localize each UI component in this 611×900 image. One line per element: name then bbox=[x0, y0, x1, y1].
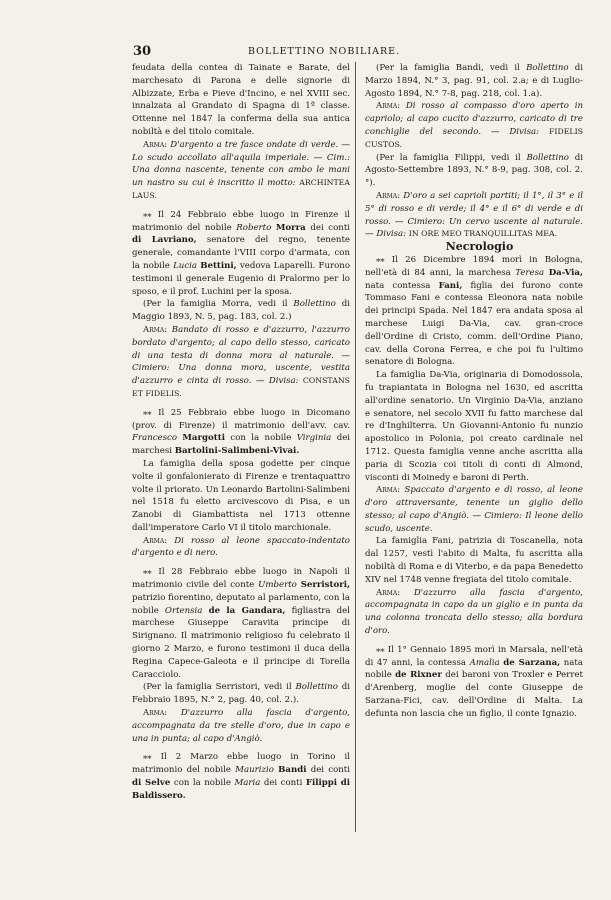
filippi-reference: (Per la famiglia Filippi, vedi il Bollettino di Agosto-Settembre 1893, N.° 8-9, pag. 308, col. 2.°). bbox=[365, 152, 583, 189]
da-via-arms: Arma: Spaccato d'argento e di rosso, al leone d'oro attraversante, tenente un giglio dello stesso; al capo d'Angiò. — Cimiero: Il leone dello scudo, uscente. bbox=[365, 485, 584, 534]
da-via-family-paragraph: La famiglia Da-Via, originaria di Domodossola, fu trapiantata in Bologna nel 1630, ed ascritta all'ordine senatorio. Un Virginio Da-Via, anziano e senatore, nel secolo XVII fu fatto marchese dal re d'Inghilterra. Un Giovanni-Antonio fu nunzio apostolico in Polonia, poi creato cardinale nel 1712. Questa famiglia venne anche ascritta alla paria di Scozia coi titoli di conti di Almond, visconti di Moinedy e baroni di Perth. bbox=[365, 370, 583, 483]
page-number: 30 bbox=[133, 44, 152, 59]
bartolini-arms: Arma: Di rosso al leone spaccato-indentato d'argento e di nero. bbox=[132, 535, 350, 559]
serristori-arms: Arma: D'azzurro alla fascia d'argento, accompagnata da tre stelle d'oro, due in capo e una in punta; al capo d'Angiò. bbox=[132, 708, 350, 744]
fani-family-paragraph: La famiglia Fani, patrizia di Toscanella, nota dal 1257, vestì l'abito di Malta, fu ascritta alla nobiltà di Roma e di Viterbo, e da papa Benedetto XIV nel 1748 venne fregiata del titolo comitale. bbox=[365, 536, 583, 585]
bartolini-family-paragraph: La famiglia della sposa godette per cinque volte il gonfalonierato di Firenze e trentaquattro volte il priorato. Un Leonardo Bartolini-Salimbeni nel 1518 fu eletto arcivescovo di Pisa, e un Zanobi di Giambattista nel 1713 ottenne dall'imperatore Carlo VI il titolo marchionale. bbox=[132, 458, 350, 533]
da-via-obituary: ⁎⁎ Il 26 Dicembre 1894 morì in Bologna, nell'età di 84 anni, la marchesa Teresa Da-Via, nata contessa Fani, figlia dei furono conte Tommaso Fani e contessa Eleonora nata nobile dei principi Spada. Nel 1847 era andata sposa al marchese Luigi Da-Via, cav. gran-croce dell'Ordine di Cristo, comm. dell'Ordine Piano, cav. della Corona Ferrea, e che poi fu l'ultimo senatore di Bologna. bbox=[365, 254, 584, 368]
archinto-arms: Arma: D'argento a tre fasce ondate di verde. — Lo scudo accollato all'aquila imperiale. — Cim.: Una donna nascente, tenente con ambo le mani un nastro su cui è inscritto il motto: ARCHINTEA LAUS. bbox=[132, 139, 351, 200]
sarzana-obituary: ⁎⁎ Il 1° Gennaio 1895 morì in Marsala, nell'età di 47 anni, la contessa Amalia de Sarzana, nata nobile de Rixner dei baroni von Troxler e Perret d'Arenberg, moglie del conte Giuseppe de Sarzana-Fici, cav. dell'Ordine di Malta. La defunta non lascia che un figlio, il conte Ignazio. bbox=[365, 644, 584, 719]
left-column bbox=[132, 62, 350, 803]
morra-marriage-paragraph: ⁎⁎ Il 24 Febbraio ebbe luogo in Firenze il matrimonio del nobile Roberto Morra dei conti di Lavriano, senatore del regno, tenente generale, comandante l'VIII corpo d'armata, con la nobile Lucia Bettini, vedova Laparelli. Furono testimoni il generale Eugenio di Pralormo per lo sposo, e il prof. Luchini per la sposa. bbox=[132, 209, 351, 297]
column-divider bbox=[355, 62, 356, 832]
margotti-marriage-paragraph: ⁎⁎ Il 25 Febbraio ebbe luogo in Dicomano (prov. di Firenze) il matrimonio dell'avv. cav. Francesco Margotti con la nobile Virginia dei marchesi Bartolini-Salimbeni-Vivai. bbox=[132, 407, 351, 457]
right-column bbox=[365, 62, 583, 721]
serristori-reference: (Per la famiglia Serristori, vedi il Bollettino di Febbraio 1895, N.° 2, pag. 40, col. 2.). bbox=[132, 682, 350, 706]
bandi-reference: (Per la famiglia Bandi, vedi il Bollettino di Marzo 1894, N.° 3, pag. 91, col. 2.a; e di Luglio-Agosto 1894, N.° 7-8, pag. 218, col. 1.a). bbox=[365, 63, 583, 99]
bandi-arms: Arma: Di rosso al compasso d'oro aperto in capriolo; al capo cucito d'azzurro, caricato di tre conchiglie del secondo. — Divisa: FIDELIS CUSTOS. bbox=[365, 101, 584, 149]
necrology-heading: Necrologio bbox=[445, 240, 514, 254]
filippi-arms: Arma: D'oro a sei caprioli partiti; il 1°, il 3° e il 5° di rosso e di verde; il 4° e il 6° di verde e di rosso. — Cimiero: Un cervo uscente al naturale. — Divisa: IN ORE MEO TRANQUILLITAS MEA. bbox=[365, 190, 583, 240]
archinto-paragraph: feudata della contea di Tainate e Barate, del marchesato di Parona e delle signorie di Albizzate, Erba e Pieve d'Incino, e nel XVIII sec. innalzata al Grandato di Spagna di 1ª classe. Ottenne nel 1847 la conferma della sua antica nobiltà e del titolo comitale. bbox=[132, 63, 350, 137]
morra-reference: (Per la famiglia Morra, vedi il Bollettino di Maggio 1893, N. 5, pag. 183, col. 2.) bbox=[132, 299, 350, 323]
serristori-marriage-paragraph: ⁎⁎ Il 28 Febbraio ebbe luogo in Napoli il matrimonio civile del conte Umberto Serristori, patrizio fiorentino, deputato al parlamento, con la nobile Ortensia de la Gandara, figliastra del marchese Giuseppe Caravita principe di Sirignano. Il matrimonio religioso fu celebrato il giorno 2 Marzo, e furono testimoni il duca della Regina Capece-Galeota e il principe di Torella Caracciolo. bbox=[132, 567, 351, 680]
morra-arms: Arma: Bandato di rosso e d'azzurro, l'azzurro bordato d'argento; al capo dello stesso, caricato di una testa di donna mora al naturale. — Cimiero: Una donna mora, uscente, vestita d'azzurro e cinta di rosso. — Divisa: CONSTANS ET FIDELIS. bbox=[132, 324, 350, 398]
running-title: BOLLETTINO NOBILIARE. bbox=[248, 46, 401, 57]
fani-arms: Arma: D'azzurro alla fascia d'argento, accompagnata in capo da un giglio e in punta da una colonna troncata dello stesso; alla bordura d'oro. bbox=[365, 587, 583, 637]
bandi-marriage-paragraph: ⁎⁎ Il 2 Marzo ebbe luogo in Torino il matrimonio del nobile Maurizio Bandi dei conti di Selve con la nobile Maria dei conti Filippi di Baldissero. bbox=[132, 752, 351, 801]
